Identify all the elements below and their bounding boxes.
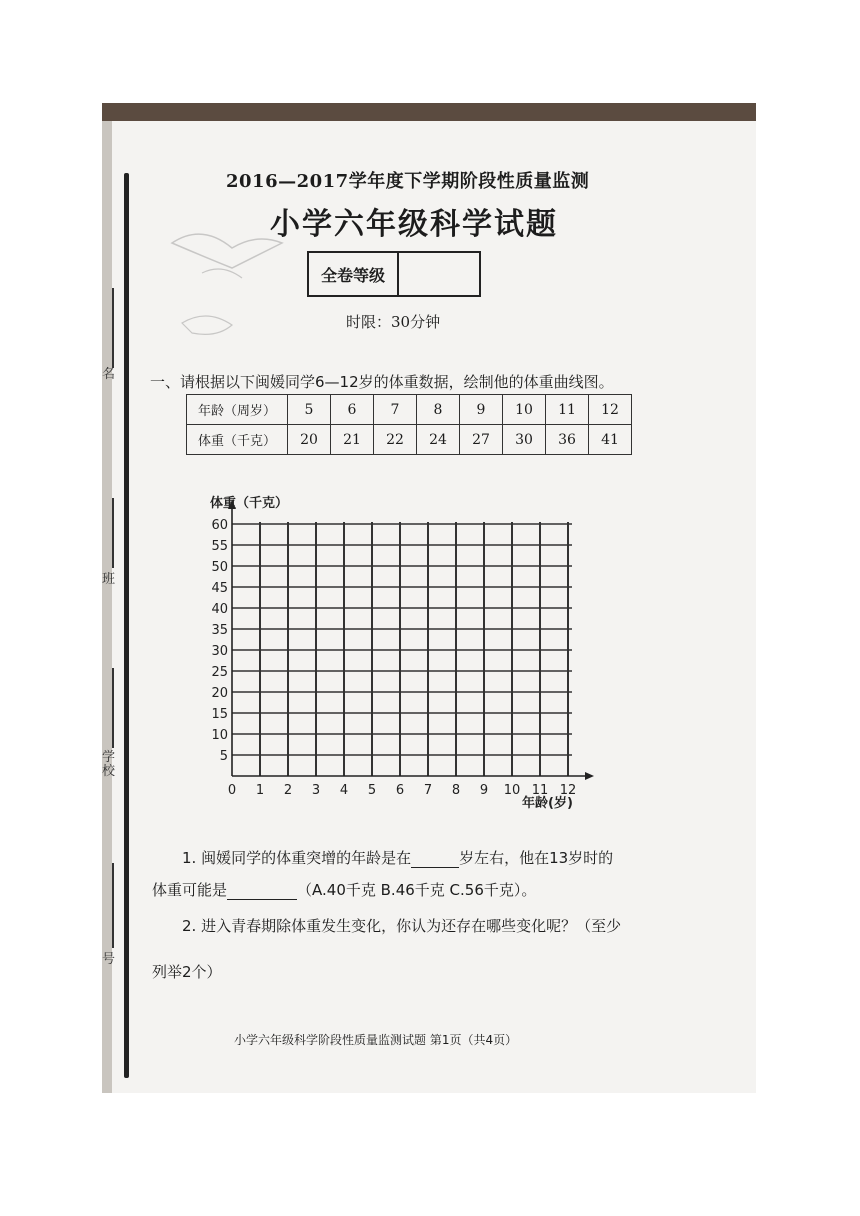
- q1-blank-weight[interactable]: [227, 881, 297, 900]
- x-axis-arrow: [585, 772, 594, 780]
- y-tick-label: 60: [211, 518, 228, 533]
- x-tick-label: 0: [227, 783, 237, 798]
- sub-question-1-line-1: [182, 847, 613, 868]
- y-tick-label: 20: [211, 686, 228, 701]
- table-cell-age: 12: [589, 395, 632, 425]
- exam-subtitle: 2016—2017学年度下学期阶段性质量监测: [226, 171, 590, 192]
- binding-label-class: 班: [102, 572, 116, 587]
- table-cell-age: 9: [460, 395, 503, 425]
- sub-question-2-line-1: 2. 进入青春期除体重发生变化，你认为还存在哪些变化呢？（至少: [182, 917, 622, 935]
- y-tick-label: 30: [211, 644, 228, 659]
- exam-sheet: [102, 103, 756, 1093]
- question-1-instruction: 一、请根据以下闽媛同学6—12岁的体重数据，绘制他的体重曲线图。: [150, 373, 614, 391]
- x-axis-title: 年龄(岁): [522, 796, 573, 811]
- x-tick-label: 6: [395, 783, 405, 798]
- weight-data-table: [186, 394, 632, 455]
- y-tick-label: 45: [211, 581, 228, 596]
- x-tick-label: 2: [283, 783, 293, 798]
- table-cell-age: 7: [374, 395, 417, 425]
- y-tick-label: 35: [211, 623, 228, 638]
- table-cell-age: 10: [503, 395, 546, 425]
- y-tick-label: 15: [211, 707, 228, 722]
- q1-text-a: 1. 闽媛同学的体重突增的年龄是在: [182, 849, 412, 867]
- table-cell-weight: 21: [331, 425, 374, 455]
- grade-label: 全卷等级: [309, 253, 399, 295]
- table-row-weight: [187, 425, 632, 455]
- table-cell-weight: 30: [503, 425, 546, 455]
- y-tick-label: 40: [211, 602, 228, 617]
- y-axis-ticks: [211, 518, 228, 764]
- table-cell-age: 5: [288, 395, 331, 425]
- weight-chart: [202, 493, 602, 823]
- y-tick-label: 55: [211, 539, 228, 554]
- q1-blank-age[interactable]: [411, 849, 459, 868]
- table-cell-weight: 36: [546, 425, 589, 455]
- table-cell-weight: 22: [374, 425, 417, 455]
- table-cell-weight: 27: [460, 425, 503, 455]
- grade-box: [307, 251, 481, 297]
- q1-text-c: 体重可能是: [152, 881, 228, 899]
- page-footer: 小学六年级科学阶段性质量监测试题 第1页（共4页）: [234, 1033, 518, 1047]
- grade-value-field[interactable]: [399, 253, 479, 295]
- sub-question-2-line-2: 列举2个）: [152, 963, 222, 981]
- x-tick-label: 3: [311, 783, 321, 798]
- x-tick-label: 9: [479, 783, 489, 798]
- table-cell-weight: 41: [589, 425, 632, 455]
- table-cell-weight: 24: [417, 425, 460, 455]
- sub-question-1-line-2: [152, 879, 536, 900]
- x-tick-label: 5: [367, 783, 377, 798]
- table-cell-age: 8: [417, 395, 460, 425]
- binding-label-number: 号: [102, 952, 116, 967]
- table-cell-age: 11: [546, 395, 589, 425]
- chart-grid: [232, 522, 572, 776]
- time-limit: 时限：30分钟: [346, 313, 441, 331]
- table-cell-weight: 20: [288, 425, 331, 455]
- table-cell-age: 6: [331, 395, 374, 425]
- y-tick-label: 50: [211, 560, 228, 575]
- x-tick-label: 11: [531, 783, 549, 798]
- x-tick-label: 7: [423, 783, 433, 798]
- y-tick-label: 5: [219, 749, 228, 764]
- q1-text-b: 岁左右，他在13岁时的: [459, 849, 614, 867]
- x-tick-label: 10: [503, 783, 521, 798]
- binding-label-name: 名: [102, 367, 116, 382]
- table-row-header: 体重（千克）: [187, 425, 288, 455]
- q1-options: （A.40千克 B.46千克 C.56千克）。: [297, 881, 537, 899]
- x-tick-label: 1: [255, 783, 265, 798]
- table-row-age: [187, 395, 632, 425]
- x-tick-label: 12: [559, 783, 577, 798]
- photographed-page: [102, 103, 756, 1093]
- y-tick-label: 10: [211, 728, 228, 743]
- binding-label-school: 学校: [102, 750, 116, 779]
- y-axis-title: 体重（千克）: [210, 496, 289, 511]
- x-tick-label: 4: [339, 783, 349, 798]
- table-row-header: 年龄（周岁）: [187, 395, 288, 425]
- y-tick-label: 25: [211, 665, 228, 680]
- x-tick-label: 8: [451, 783, 461, 798]
- exam-title: 小学六年级科学试题: [270, 207, 558, 242]
